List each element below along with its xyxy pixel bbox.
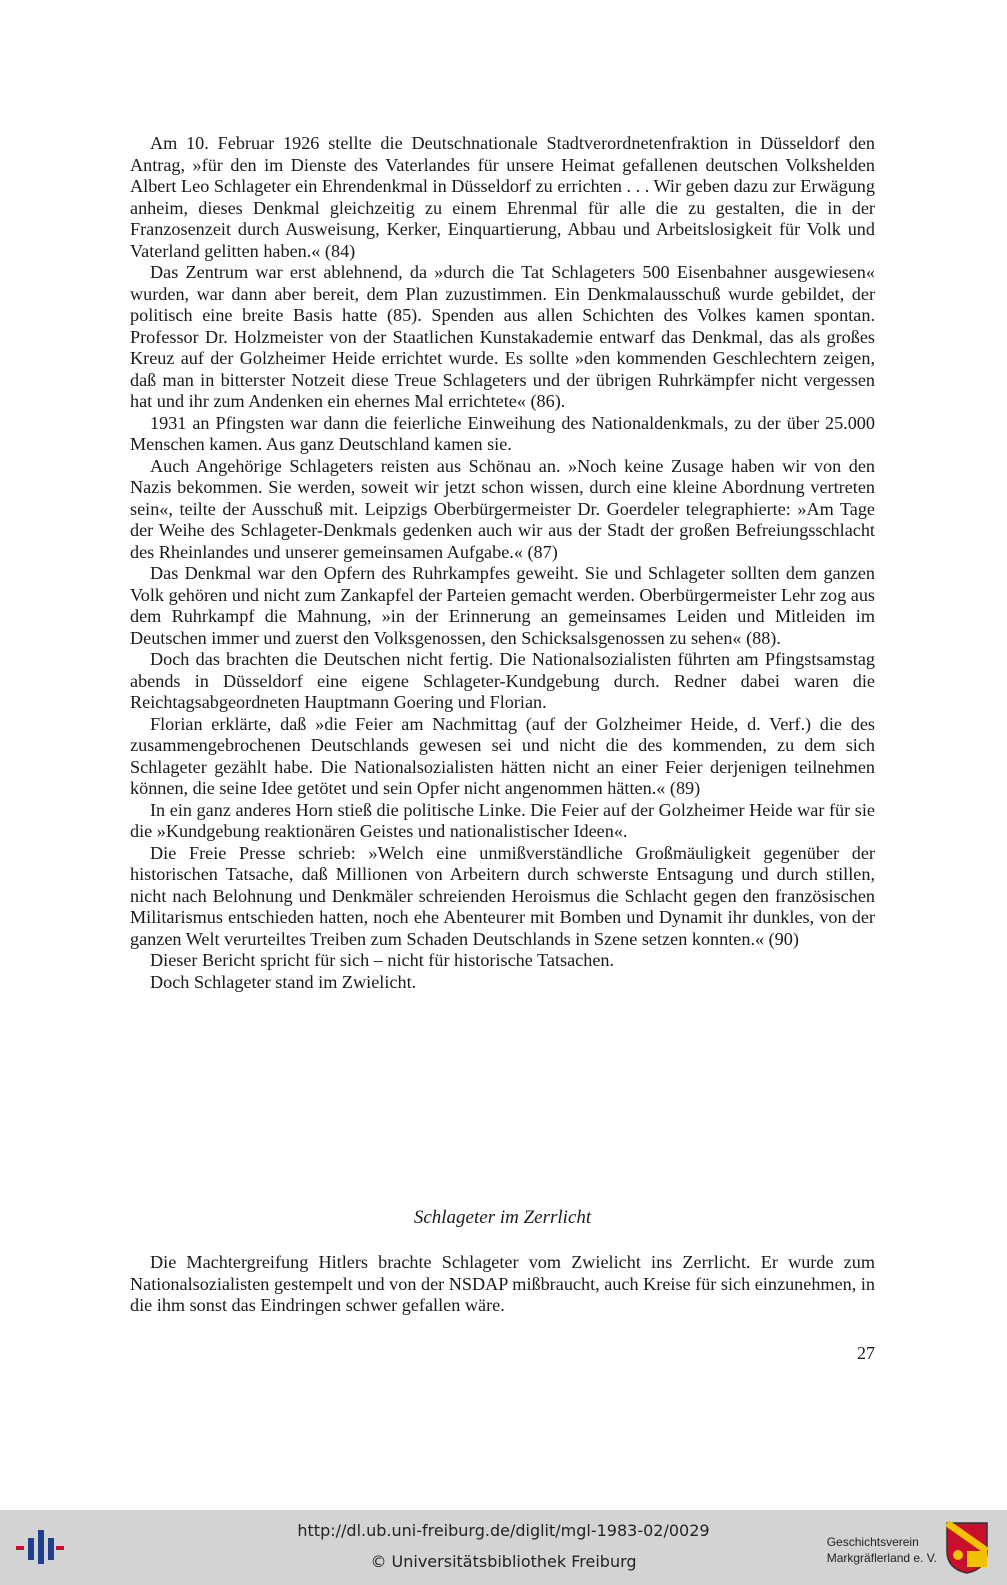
- paragraph-3: 1931 an Pfingsten war dann die feierliche Einweihung des Nationaldenkmals, zu der über 25.000 Menschen kamen. Aus ganz Deutschland kamen sie.: [130, 412, 875, 454]
- paragraph-9: Die Freie Presse schrieb: »Welch eine unmißverständliche Großmäuligkeit gegenüber der historischen Tatsache, daß Millionen von Arbeitern durch schwerste Entsagung und durch stillen, nicht nach Belohnung und Denkmäler schreienden Heroismus die Schlacht gegen den französischen Militarismus entschieden hatten, noch ehe Abenteurer mit Bomben und Dynamit ihr dunkles, von der ganzen Welt verurteiltes Treiben zum Schaden Deutschlands in Szene setzen konnten.« (90): [130, 842, 875, 949]
- footer-society-name: [827, 1534, 937, 1566]
- paragraph-5: Das Denkmal war den Opfern des Ruhrkampfes geweiht. Sie und Schlageter sollten dem ganzen Volk gehören und nicht zum Zankapfel der Parteien gemacht werden. Oberbürgermeister Lehr zog aus dem Ruhrkampf die Mahnung, »in der Erinnerung an gemeinsames Leiden und Mitleiden im Deutschen immer und zuerst den Volksgenossen, den Schicksalsgenossen zu sehen« (88).: [130, 563, 875, 648]
- paragraph-10: Dieser Bericht spricht für sich – nicht für historische Tatsachen.: [150, 950, 615, 970]
- footer-copyright: © Universitätsbibliothek Freiburg: [370, 1552, 637, 1571]
- paragraph-6: Doch das brachten die Deutschen nicht fertig. Die Nationalsozialisten führten am Pfingstsamstag abends in Düsseldorf eine eigene Schlageter-Kundgebung durch. Redner dabei waren die Reichtagsabgeordneten Hauptmann Goering und Florian.: [130, 649, 875, 712]
- paragraph-1: Am 10. Februar 1926 stellte die Deutschnationale Stadtverordnetenfraktion in Düsseldorf den Antrag, »für den im Dienste des Vaterlandes für unsere Heimat gefallenen deutschen Volkshelden Albert Leo Schlageter ein Ehrendenkmal in Düsseldorf zu errichten . . . Wir geben dazu zur Erwägung anheim, dieses Denkmal gleichzeitig zu einem Ehrenmal für alle die zu gestalten, die in der Franzosenzeit durch Ausweisung, Kerker, Einquartierung, Abbau und Arbeitslosigkeit für Volk und Vaterland gelitten haben.« (84): [130, 133, 875, 261]
- page-number: 27: [857, 1343, 875, 1363]
- footer-bar: [0, 1510, 1007, 1585]
- paragraph-11: Doch Schlageter stand im Zwielicht.: [150, 971, 417, 992]
- paragraph-4: Auch Angehörige Schlageters reisten aus Schönau an. »Noch keine Zusage haben wir von den Nazis bekommen. Sie werden, soweit wir jetzt schon wissen, durch eine kleine Abordnung vertreten sein«, teilte der Ausschuß mit. Leipzigs Oberbürgermeister Dr. Goerdeler telegraphierte: »Am Tage der Weihe des Schlageter-Denkmals gedenken auch wir aus der Stadt der großen Befreiungsschlacht des Rheinlandes und unserer gemeinsamen Aufgabe.« (87): [130, 455, 875, 562]
- section-paragraph-1: Die Machtergreifung Hitlers brachte Schlageter vom Zwielicht ins Zerrlicht. Er wurde zum Nationalsozialisten gestempelt und von der NSDAP mißbraucht, auch Kreise für sich einzunehmen, in die ihm sonst das Eindringen schwer gefallen wäre.: [130, 1252, 875, 1315]
- section-heading: Schlageter im Zerrlicht: [413, 1207, 592, 1228]
- paragraph-7: Florian erklärte, daß »die Feier am Nachmittag (auf der Golzheimer Heide, d. Verf.) die des zusammengebrochenen Deutschlands gewesen sei und nicht die des kommenden, zu dem sich Schlageter gezählt habe. Die Nationalsozialisten hätten nicht an einer Feier derjenigen teilnehmen können, die seine Idee getötet und sein Opfer nicht angenommen hätten.« (89): [130, 713, 875, 798]
- footer-url-link[interactable]: http://dl.ub.uni-freiburg.de/diglit/mgl-1983-02/0029: [297, 1521, 710, 1540]
- paragraph-8: In ein ganz anderes Horn stieß die politische Linke. Die Feier auf der Golzheimer Heide war für sie die »Kundgebung reaktionären Geistes und nationalistischer Ideen«.: [130, 799, 875, 841]
- society-line-2: Markgräflerland e. V.: [826, 1551, 937, 1565]
- society-line-1: Geschichtsverein: [826, 1535, 919, 1549]
- coat-of-arms-icon: [945, 1521, 989, 1575]
- section-body-text: [130, 1252, 875, 1317]
- paragraph-2: Das Zentrum war erst ablehnend, da »durch die Tat Schlageters 500 Eisenbahner ausgewiesen« wurden, war dann aber bereit, dem Plan zuzustimmen. Ein Denkmalausschuß wurde gebildet, der politisch eine breite Basis hatte (85). Spenden aus allen Schichten des Volkes kamen spontan. Professor Dr. Holzmeister von der Staatlichen Kunstakademie entwarf das Denkmal, das als großes Kreuz auf der Golzheimer Heide errichtet wurde. Es sollte »den kommenden Geschlechtern zeigen, daß man in bitterster Notzeit diese Treue Schlageters und der übrigen Ruhrkämpfer nicht vergessen hat und ihr zum Andenken ein ehernes Mal errichtete« (86).: [130, 262, 875, 411]
- body-text: [130, 133, 875, 993]
